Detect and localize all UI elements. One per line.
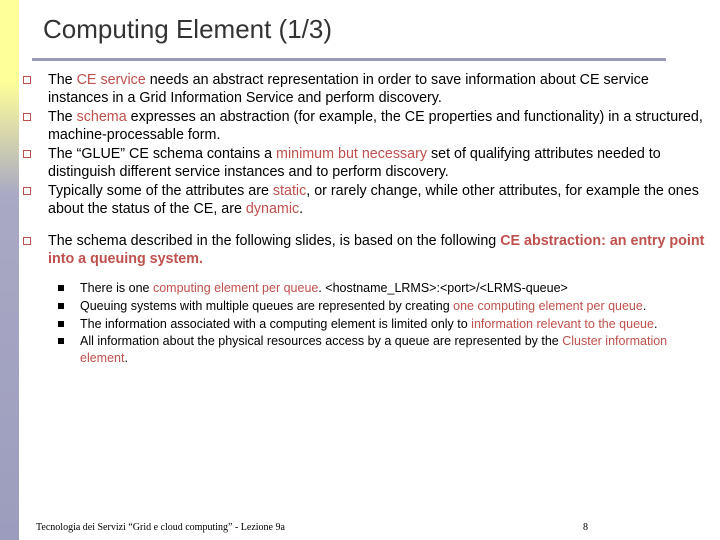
highlight-text: CE service [76, 72, 146, 88]
left-sidebar-gradient [0, 80, 19, 540]
filled-square-bullet-icon [58, 321, 64, 327]
slide-body [20, 72, 710, 367]
highlight-text: static [272, 183, 307, 199]
highlight-text: computing element per queue [152, 281, 319, 295]
bullet-item: The schema expresses an abstraction (for example, the CE properties and functionality) in a structured, machine-processable form. [20, 109, 710, 144]
highlight-text: Cluster information element [80, 334, 668, 366]
highlight-text: dynamic [245, 200, 300, 217]
bullet-item: The “GLUE” CE schema contains a minimum but necessary set of qualifying attributes needed to distinguish different service instances and to perform discovery. [20, 146, 710, 181]
sub-bullet-item: There is one computing element per queue. <hostname_LRMS>:<port>/<LRMS-queue> [20, 280, 690, 297]
title-divider [32, 58, 666, 61]
hollow-square-bullet-icon [23, 76, 31, 84]
bullet-item: Typically some of the attributes are static, or rarely change, while other attributes, for example the ones about the status of the CE, are dynamic. [20, 183, 710, 218]
highlight-text: information relevant to the queue [471, 316, 654, 331]
filled-square-bullet-icon [58, 285, 64, 291]
slide-title: Computing Element (1/3) [43, 14, 333, 44]
highlight-text: minimum but necessary [276, 146, 428, 162]
hollow-square-bullet-icon [23, 187, 31, 195]
highlight-text: schema [76, 109, 127, 125]
bullet-item: The CE service needs an abstract representation in order to save information about CE service instances in a Grid Information Service and perform discovery. [20, 72, 710, 107]
sub-bullet-list [20, 280, 710, 367]
highlight-text: one computing element per queue [453, 298, 643, 313]
bullet-item: The schema described in the following slides, is based on the following CE abstraction: an entry point into a queuing system. [20, 233, 710, 268]
page-number: 8 [583, 522, 588, 533]
filled-square-bullet-icon [58, 338, 64, 344]
sub-bullet-item: Queuing systems with multiple queues are represented by creating one computing element per queue. [20, 298, 690, 315]
filled-square-bullet-icon [58, 303, 64, 309]
sub-bullet-item: All information about the physical resources access by a queue are represented by the Cluster information element. [20, 333, 690, 367]
sub-bullet-item: The information associated with a computing element is limited only to information relevant to the queue. [20, 316, 690, 333]
hollow-square-bullet-icon [23, 113, 31, 121]
footer-course-name: Tecnologia dei Servizi “Grid e cloud computing” - Lezione 9a [36, 522, 285, 533]
highlight-bold-text: CE abstraction: an entry point into a queuing system. [48, 233, 705, 267]
hollow-square-bullet-icon [23, 237, 31, 245]
hollow-square-bullet-icon [23, 150, 31, 158]
